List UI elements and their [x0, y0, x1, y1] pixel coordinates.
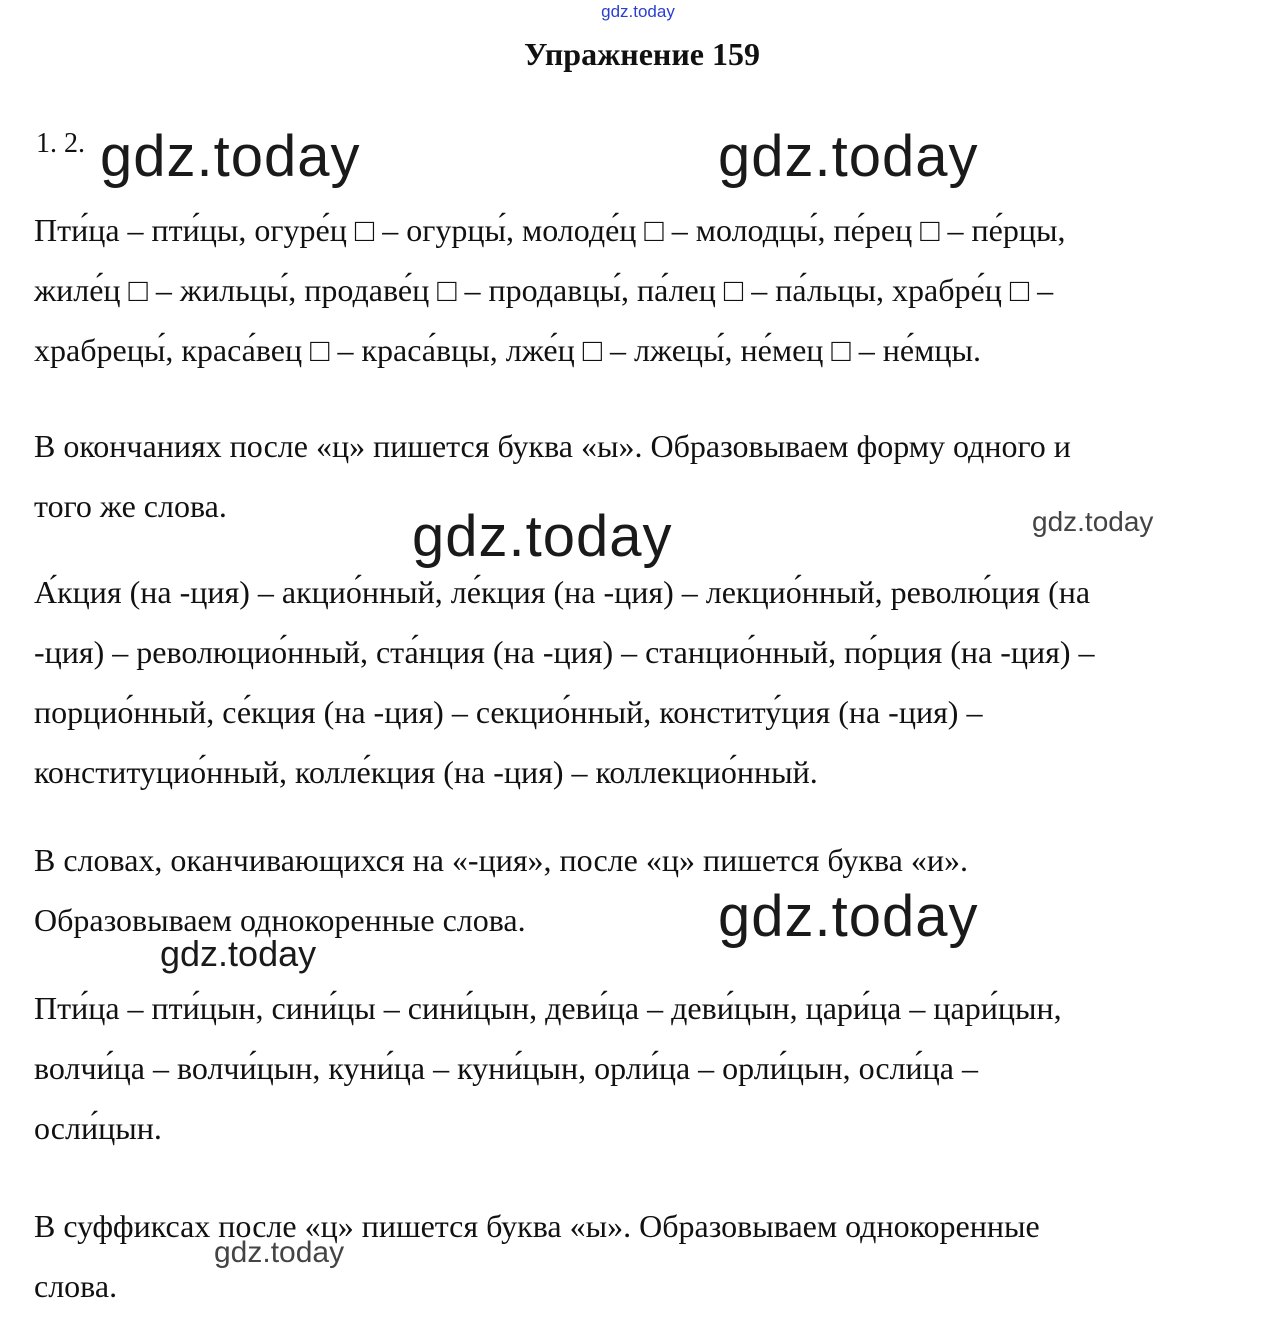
text-line: -ция) – революцио́нный, ста́нция (на -ция) – станцио́нный, по́рция (на -ция) – — [34, 634, 1095, 670]
text-line: жиле́ц □ – жильцы́, продаве́ц □ – продавцы́, па́лец □ – па́льцы, храбре́ц □ – — [34, 272, 1054, 308]
text-line: порцио́нный, се́кция (на -ция) – секцио́нный, конститу́ция (на -ция) – — [34, 694, 983, 730]
block-1-examples — [34, 200, 1234, 380]
text-line: Пти́ца – пти́цын, сини́цы – сини́цын, деви́ца – деви́цын, цари́ца – цари́цын, — [34, 990, 1062, 1026]
text-line: того же слова. — [34, 488, 227, 524]
block-2-note — [34, 830, 1234, 950]
watermark: gdz.today — [100, 124, 361, 189]
text-line: слова. — [34, 1268, 118, 1304]
text-line: А́кция (на -ция) – акцио́нный, ле́кция (на -ция) – лекцио́нный, револю́ция (на — [34, 574, 1091, 610]
watermark-top: gdz.today — [601, 2, 675, 21]
page-title: Упражнение 159 — [523, 36, 760, 72]
text-line: Пти́ца – пти́цы, огуре́ц □ – огурцы́, молоде́ц □ – молодцы́, пе́рец □ – пе́рцы, — [34, 212, 1066, 248]
block-3-examples — [34, 978, 1234, 1158]
watermark: gdz.today — [412, 504, 673, 569]
text-line: Образовываем однокоренные слова. — [34, 902, 526, 938]
task-number: 1. 2. — [36, 128, 85, 159]
text-line: осли́цын. — [34, 1110, 162, 1146]
watermark: gdz.today — [718, 884, 979, 949]
text-line: В окончаниях после «ц» пишется буква «ы». Образовываем форму одного и — [34, 428, 1071, 464]
watermark: gdz.today — [160, 933, 317, 974]
watermark: gdz.today — [1032, 506, 1154, 537]
watermark: gdz.today — [214, 1236, 345, 1269]
text-line: В суффиксах после «ц» пишется буква «ы». Образовываем однокоренные — [34, 1208, 1040, 1244]
text-line: храбрецы́, краса́вец □ – краса́вцы, лже́ц □ – лжецы́, не́мец □ – не́мцы. — [34, 332, 981, 368]
text-line: конституцио́нный, колле́кция (на -ция) – коллекцио́нный. — [34, 754, 818, 790]
block-2-examples — [34, 562, 1234, 802]
text-line: В словах, оканчивающихся на «-ция», после «ц» пишется буква «и». — [34, 842, 968, 878]
text-line: волчи́ца – волчи́цын, куни́ца – куни́цын, орли́ца – орли́цын, осли́ца – — [34, 1050, 978, 1086]
watermark: gdz.today — [718, 124, 979, 189]
